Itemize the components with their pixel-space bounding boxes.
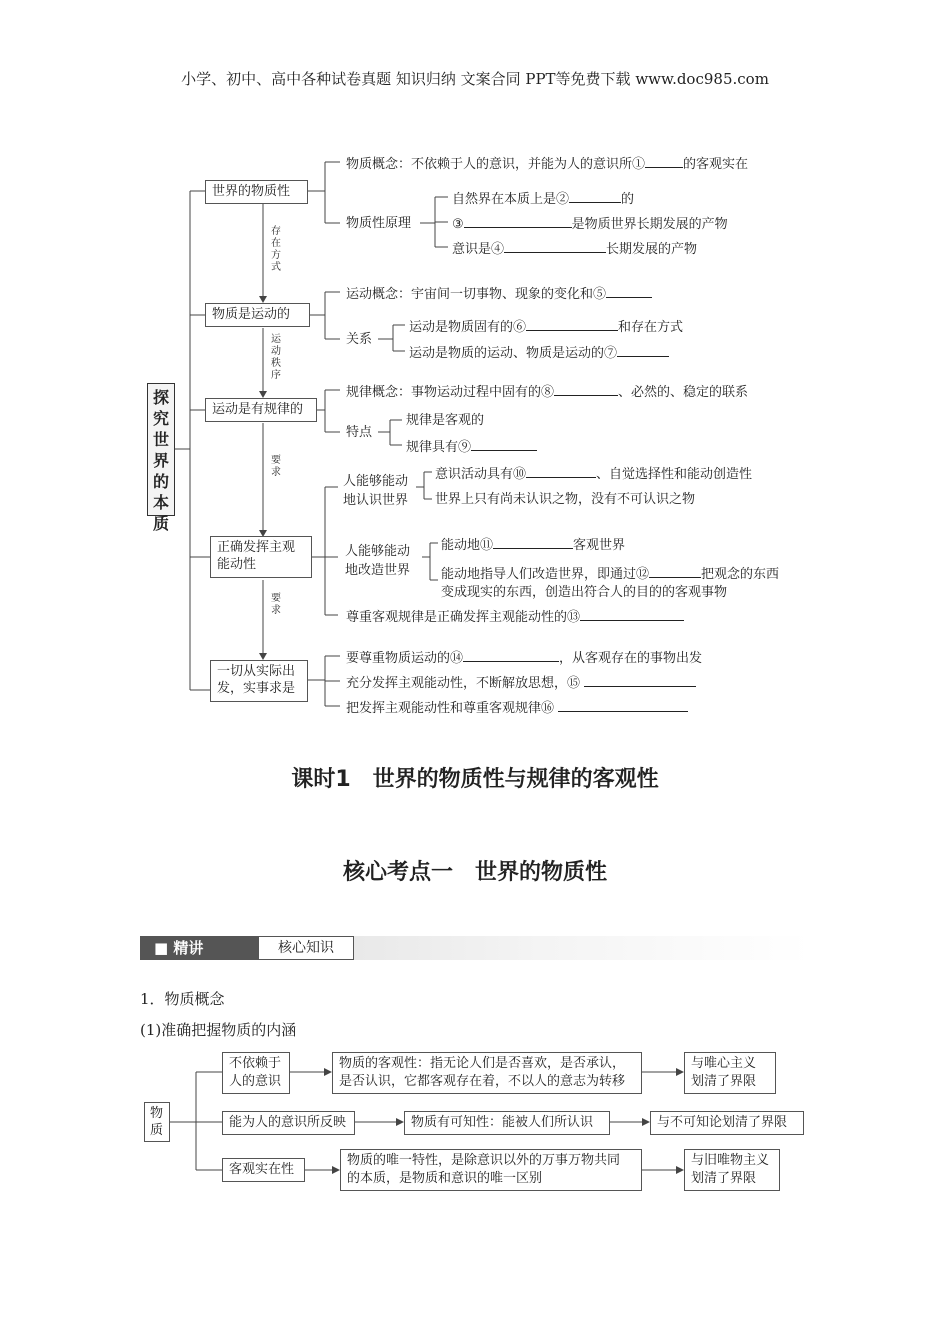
branch-text-part: 地认识世界 bbox=[343, 493, 409, 508]
branch-text: 规律是客观的 bbox=[406, 413, 485, 428]
diagram-label-3: 客观实在性 bbox=[222, 1158, 305, 1182]
branch-text-part: 变成现实的东西，创造出符合人的目的的客观事物 bbox=[441, 585, 728, 600]
branch-text: 世界上只有尚未认识之物，没有不可认识之物 bbox=[435, 492, 696, 507]
point-heading: 1．物质概念 bbox=[140, 990, 225, 1008]
diagram-text: 与唯心主义 bbox=[691, 1056, 757, 1071]
branch-text-part: ③ bbox=[452, 217, 464, 232]
map-root: 探究世界的本质 bbox=[147, 383, 175, 516]
branch-text-part: 能动地⑪ bbox=[441, 538, 494, 553]
diagram-text: 人的意识 bbox=[229, 1074, 282, 1089]
diagram-end-3 bbox=[684, 1149, 780, 1191]
branch-text-part: 运动是物质固有的⑥ bbox=[409, 320, 527, 335]
branch-text-part: 人能够能动 bbox=[343, 474, 409, 489]
branch-text-part: 规律具有⑨ bbox=[406, 440, 472, 455]
section-title: 核心考点一 世界的物质性 bbox=[342, 860, 607, 885]
branch-text: 特点 bbox=[346, 425, 373, 440]
arrow-label: 存在方式 bbox=[271, 226, 281, 273]
diagram-end-2: 与不可知论划清了界限 bbox=[650, 1111, 804, 1135]
branch-text-part: 要尊重物质运动的⑭ bbox=[346, 651, 464, 666]
diagram-mid-3 bbox=[340, 1149, 642, 1191]
branch-text-part: 运动是物质的运动、物质是运动的⑦ bbox=[409, 346, 618, 361]
diagram-label-1 bbox=[222, 1052, 290, 1094]
branch-text: 物质性原理 bbox=[346, 216, 412, 231]
diagram-text: 物质的唯一特性，是除意识以外的万事万物共同 bbox=[347, 1153, 621, 1168]
branch-text-part: 的 bbox=[621, 192, 635, 207]
branch-text-part: 人能够能动 bbox=[345, 544, 411, 559]
branch-text-part: 长期发展的产物 bbox=[606, 242, 698, 257]
node-world-material: 世界的物质性 bbox=[205, 180, 308, 204]
branch-text-part: 规律概念：事物运动过程中固有的⑧ bbox=[346, 385, 555, 400]
diagram-end-1 bbox=[684, 1052, 776, 1094]
branch-text-part: 和存在方式 bbox=[618, 320, 684, 335]
arrow-label: 要求 bbox=[271, 593, 281, 616]
diagram-text: 不依赖于 bbox=[229, 1056, 282, 1071]
branch-text: 关系 bbox=[346, 332, 373, 347]
branch-text-part: 地改造世界 bbox=[345, 563, 411, 578]
diagram-text: 划清了界限 bbox=[691, 1171, 757, 1186]
branch-text-part: 把发挥主观能动性和尊重客观规律⑯ bbox=[346, 701, 555, 716]
node-matter-moves: 物质是运动的 bbox=[205, 303, 310, 327]
branch-text-part: 、必然的、稳定的联系 bbox=[618, 385, 749, 400]
diagram-mid-2: 物质有可知性：能被人们所认识 bbox=[404, 1111, 610, 1135]
arrow-label: 要求 bbox=[271, 455, 281, 478]
branch-text-part: 充分发挥主观能动性，不断解放思想，⑮ bbox=[346, 676, 581, 691]
branch-text-part: 尊重客观规律是正确发挥主观能动性的⑬ bbox=[346, 610, 581, 625]
node-text: 能动性 bbox=[217, 557, 257, 572]
point-subheading: (1)准确把握物质的内涵 bbox=[140, 1021, 297, 1039]
branch-text-part: 能动地指导人们改造世界，即通过⑫ bbox=[441, 567, 650, 582]
arrow-label: 运动秩序 bbox=[271, 334, 281, 381]
branch-text-part: 物质概念：不依赖于人的意识，并能为人的意识所① bbox=[346, 157, 646, 172]
branch-text-part: ，从客观存在的事物出发 bbox=[559, 651, 703, 666]
node-text: 正确发挥主观 bbox=[217, 540, 296, 555]
branch-text-part: 意识是④ bbox=[452, 242, 505, 257]
bar-dark-label: ■ 精讲 bbox=[140, 936, 258, 960]
branch-text-part: 客观世界 bbox=[573, 538, 626, 553]
branch-text-part: 是物质世界长期发展的产物 bbox=[571, 217, 728, 232]
diagram-text: 物质的客观性：指无论人们是否喜欢，是否承认， bbox=[339, 1056, 626, 1071]
diagram-text: 与旧唯物主义 bbox=[691, 1153, 770, 1168]
lesson-title: 课时1 世界的物质性与规律的客观性 bbox=[291, 767, 659, 792]
diagram-mid-1 bbox=[332, 1052, 642, 1094]
branch-text-part: 运动概念：宇宙间一切事物、现象的变化和⑤ bbox=[346, 287, 607, 302]
diagram-label-2: 能为人的意识所反映 bbox=[222, 1111, 355, 1135]
branch-text-part: 自然界在本质上是② bbox=[452, 192, 570, 207]
branch-text-part: 把观念的东西 bbox=[701, 567, 780, 582]
diagram-text: 的本质，是物质和意识的唯一区别 bbox=[347, 1171, 543, 1186]
bar-tab-label: 核心知识 bbox=[258, 936, 354, 960]
page-header: 小学、初中、高中各种试卷真题 知识归纳 文案合同 PPT等免费下载 www.doc985.com bbox=[181, 70, 769, 88]
node-text: 发，实事求是 bbox=[217, 681, 296, 696]
diagram-text: 是否认识，它都客观存在着，不以人的意志为转移 bbox=[339, 1074, 626, 1089]
node-motion-lawful: 运动是有规律的 bbox=[205, 398, 317, 422]
branch-text-part: 意识活动具有⑩ bbox=[435, 467, 527, 482]
diagram-text: 划清了界限 bbox=[691, 1074, 757, 1089]
diagram-root: 物质 bbox=[144, 1102, 170, 1142]
branch-text-part: 、自觉选择性和能动创造性 bbox=[596, 467, 753, 482]
branch-text-part: 的客观实在 bbox=[683, 157, 749, 172]
node-text: 一切从实际出 bbox=[217, 664, 296, 679]
